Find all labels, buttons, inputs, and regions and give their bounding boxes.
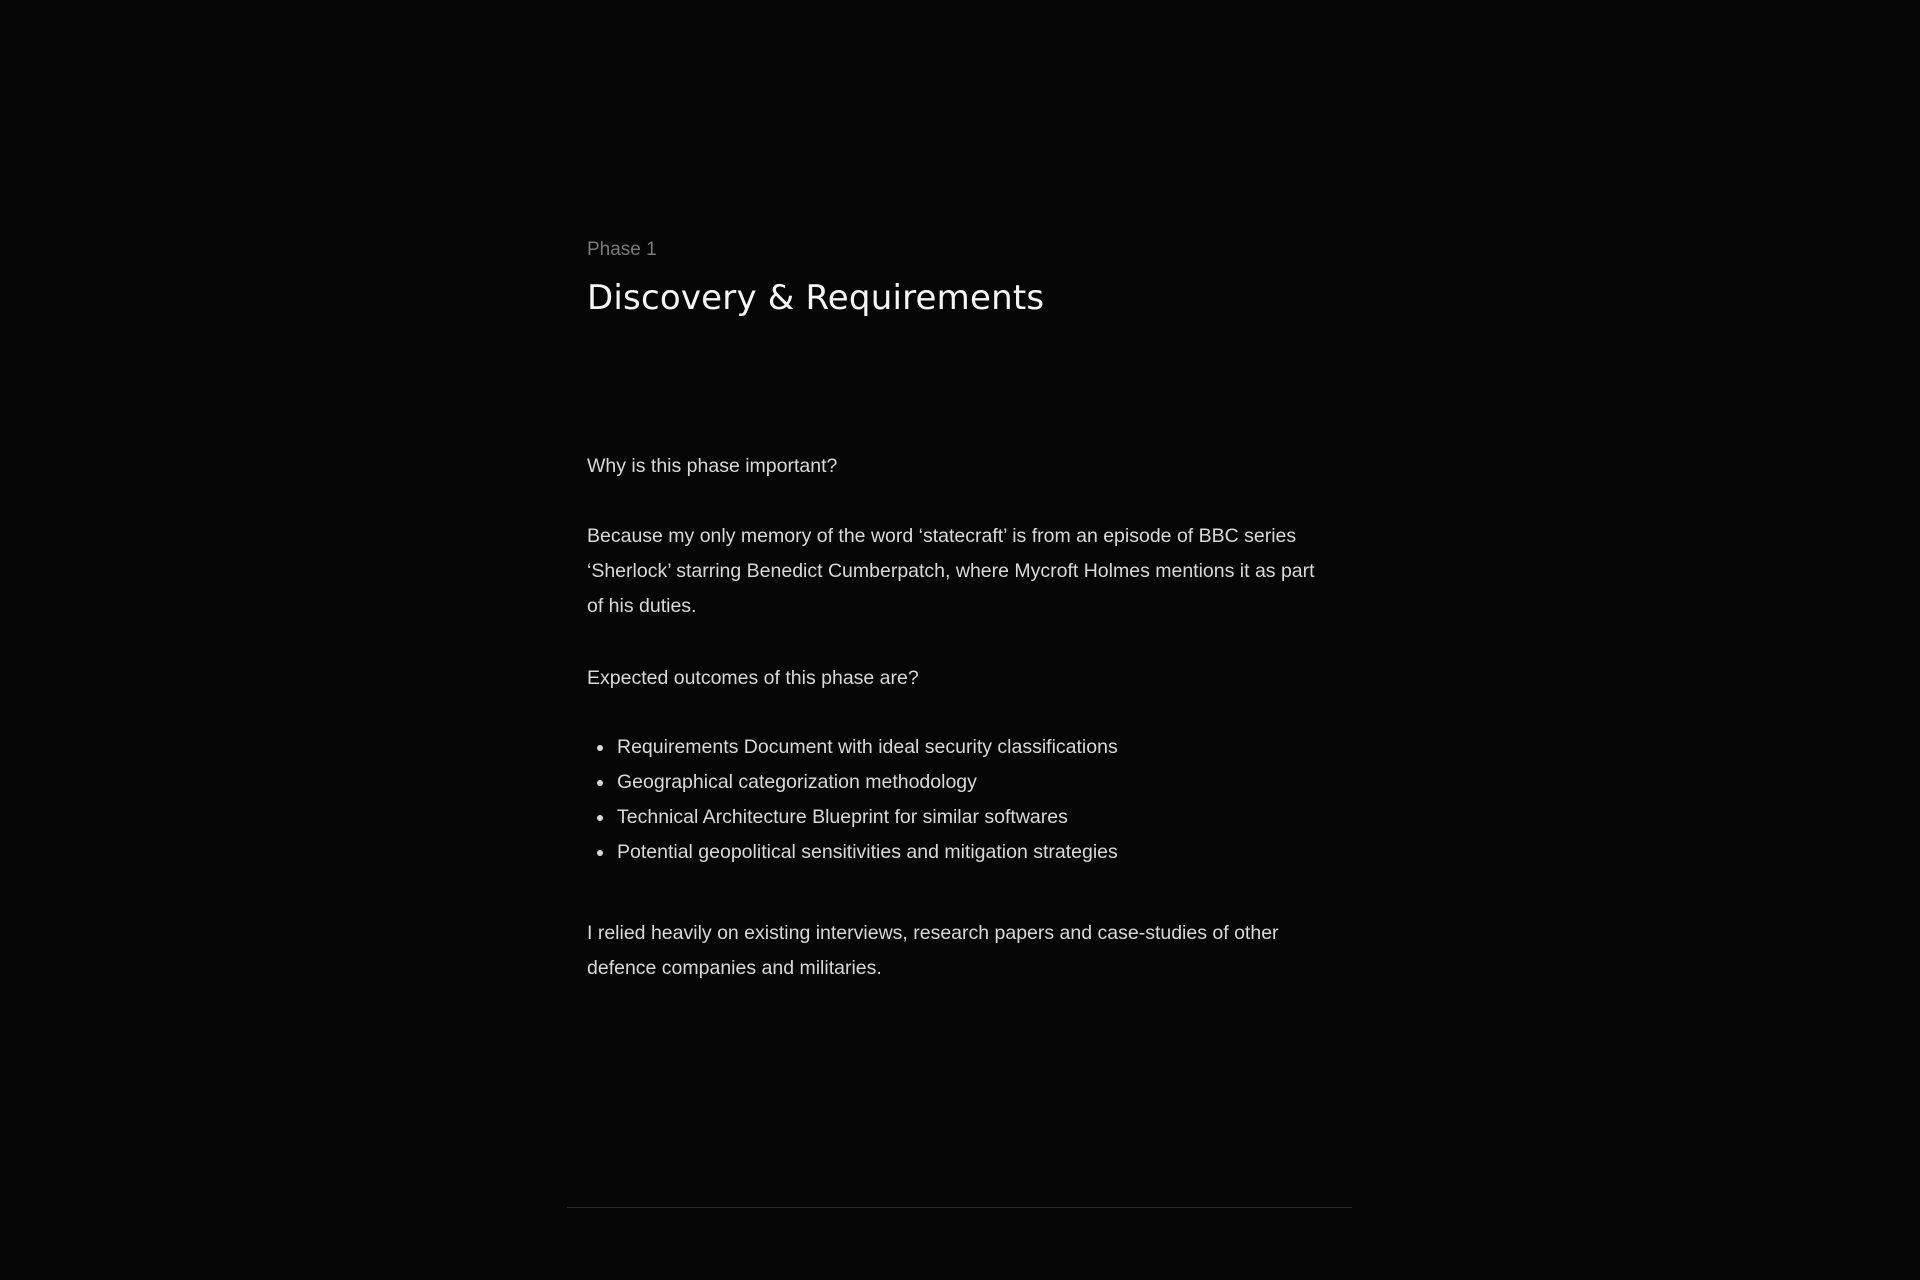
list-item: [587, 800, 1327, 835]
list-item: [587, 765, 1327, 800]
closing-paragraph: I relied heavily on existing interviews, research papers and case-studies of other defence companies and militaries.: [587, 922, 1279, 979]
page-title: Discovery & Requirements: [587, 278, 1045, 318]
phase-label: Phase 1: [587, 239, 657, 260]
bullet-icon: [597, 780, 603, 786]
list-item-text: Requirements Document with ideal security classifications: [617, 736, 1118, 758]
question-importance: Why is this phase important?: [587, 455, 838, 477]
answer-importance: Because my only memory of the word ‘statecraft’ is from an episode of BBC series ‘Sherlock’ starring Benedict Cumberpatch, where Mycroft Holmes mentions it as part of his duties.: [587, 525, 1315, 617]
outcomes-list: [587, 730, 1327, 870]
list-item-text: Technical Architecture Blueprint for similar softwares: [617, 806, 1068, 828]
question-outcomes: Expected outcomes of this phase are?: [587, 667, 919, 689]
phase-header: [587, 236, 1347, 320]
bullet-icon: [597, 850, 603, 856]
list-item: [587, 730, 1327, 765]
bullet-icon: [597, 815, 603, 821]
list-item-text: Potential geopolitical sensitivities and mitigation strategies: [617, 841, 1118, 863]
list-item: [587, 835, 1327, 870]
list-item-text: Geographical categorization methodology: [617, 771, 977, 793]
divider: [567, 1207, 1352, 1208]
phase-body: [587, 449, 1327, 986]
bullet-icon: [597, 745, 603, 751]
